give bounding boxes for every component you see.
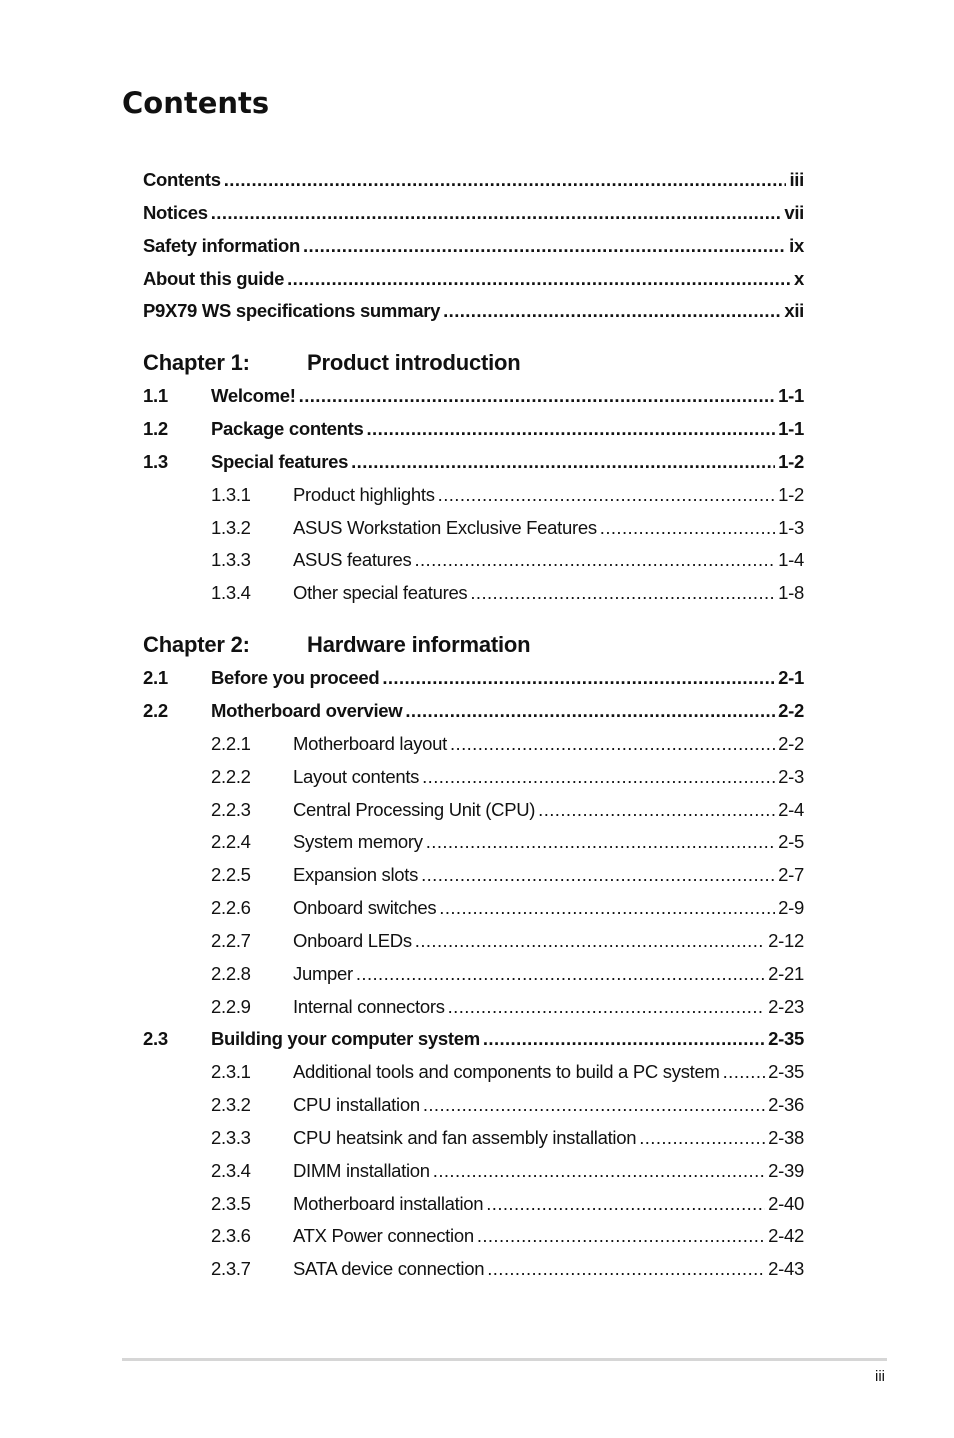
toc-entry[interactable]	[143, 662, 804, 695]
toc-entry-page: 2-9	[778, 897, 804, 919]
toc-leader-dots	[483, 1023, 765, 1056]
toc-entry-label: Product highlights	[293, 483, 435, 505]
toc-entry-number: 2.3.4	[211, 1159, 251, 1181]
toc-entry-label: ASUS Workstation Exclusive Features	[293, 516, 597, 538]
chapter-number: Chapter 1:	[143, 350, 250, 376]
toc-leader-dots	[426, 826, 775, 859]
toc-entry[interactable]	[143, 1220, 804, 1253]
toc-entry-number: 2.2.2	[211, 765, 251, 787]
toc-leader-dots	[405, 695, 775, 728]
toc-leader-dots	[448, 991, 766, 1024]
toc-entry-number: 1.3.1	[211, 483, 251, 505]
toc-entry-number: 1.2	[143, 418, 168, 440]
toc-leader-dots	[303, 230, 786, 263]
toc-entry-page: 2-40	[768, 1192, 804, 1214]
toc-entry-page: 2-39	[768, 1159, 804, 1181]
toc-entry-page: 1-2	[778, 483, 804, 505]
toc-entry-label: Onboard LEDs	[293, 929, 412, 951]
toc-entry-page: 2-43	[768, 1258, 804, 1280]
toc-entry-page: x	[794, 267, 804, 289]
toc-entry-number: 1.1	[143, 385, 168, 407]
toc-entry-number: 2.2.6	[211, 897, 251, 919]
toc-entry-page: 1-3	[778, 516, 804, 538]
toc-entry-label: Central Processing Unit (CPU)	[293, 798, 536, 820]
toc-entry-page: 2-1	[778, 667, 804, 689]
toc-entry-label: P9X79 WS specifications summary	[143, 300, 441, 322]
toc-entry[interactable]	[143, 446, 804, 479]
toc-entry-label: Motherboard overview	[211, 699, 403, 721]
toc-leader-dots	[351, 446, 775, 479]
table-of-contents	[143, 164, 804, 1286]
toc-entry[interactable]	[143, 892, 804, 925]
toc-leader-dots	[211, 197, 782, 230]
toc-entry[interactable]	[143, 1023, 804, 1056]
toc-entry[interactable]	[143, 230, 804, 263]
toc-entry-page: xii	[784, 300, 804, 322]
toc-entry[interactable]	[143, 1188, 804, 1221]
toc-entry-page: 1-1	[778, 418, 804, 440]
toc-entry-page: 2-4	[778, 798, 804, 820]
toc-entry-number: 2.2.3	[211, 798, 251, 820]
toc-entry-label: About this guide	[143, 267, 285, 289]
toc-entry-label: Layout contents	[293, 765, 420, 787]
toc-entry-number: 1.3.4	[211, 582, 251, 604]
toc-entry-page: 2-21	[768, 962, 804, 984]
toc-entry-label: Building your computer system	[211, 1028, 480, 1050]
toc-entry-page: 2-7	[778, 864, 804, 886]
toc-entry[interactable]	[143, 295, 804, 328]
toc-entry-label: Before you proceed	[211, 667, 380, 689]
toc-entry[interactable]	[143, 925, 804, 958]
toc-entry[interactable]	[143, 380, 804, 413]
toc-entry-page: 2-3	[778, 765, 804, 787]
toc-entry-label: Additional tools and components to build a PC system	[293, 1061, 720, 1083]
toc-entry-number: 2.3.7	[211, 1258, 251, 1280]
toc-leader-dots	[287, 263, 791, 296]
toc-leader-dots	[450, 728, 775, 761]
toc-entry-label: Expansion slots	[293, 864, 419, 886]
toc-entry-page: ix	[789, 234, 804, 256]
toc-entry-label: CPU installation	[293, 1094, 420, 1116]
chapter-heading	[143, 610, 804, 662]
toc-leader-dots	[421, 859, 775, 892]
chapter-title: Hardware information	[307, 632, 531, 658]
toc-leader-dots	[443, 295, 781, 328]
toc-leader-dots	[423, 1089, 765, 1122]
toc-entry-page: 2-35	[768, 1028, 804, 1050]
toc-entry[interactable]	[143, 761, 804, 794]
toc-entry[interactable]	[143, 1089, 804, 1122]
toc-entry-number: 2.2.9	[211, 995, 251, 1017]
chapter-number: Chapter 2:	[143, 632, 250, 658]
toc-entry[interactable]	[143, 1253, 804, 1286]
toc-leader-dots	[382, 662, 775, 695]
toc-entry-page: 2-38	[768, 1126, 804, 1148]
toc-entry-number: 2.3.5	[211, 1192, 251, 1214]
toc-leader-dots	[299, 380, 776, 413]
toc-entry-page: 2-36	[768, 1094, 804, 1116]
toc-entry[interactable]	[143, 197, 804, 230]
toc-entry-number: 2.3.1	[211, 1061, 251, 1083]
toc-entry-page: 1-2	[778, 450, 804, 472]
toc-entry-number: 2.2.5	[211, 864, 251, 886]
toc-leader-dots	[224, 164, 787, 197]
toc-leader-dots	[723, 1056, 766, 1089]
toc-entry-number: 2.2	[143, 699, 168, 721]
toc-entry[interactable]	[143, 728, 804, 761]
toc-leader-dots	[438, 479, 775, 512]
chapter-title: Product introduction	[307, 350, 521, 376]
toc-entry-number: 1.3	[143, 450, 168, 472]
toc-entry-page: vii	[784, 201, 804, 223]
toc-entry-label: ATX Power connection	[293, 1225, 474, 1247]
toc-entry[interactable]	[143, 164, 804, 197]
toc-entry-page: 2-5	[778, 831, 804, 853]
toc-leader-dots	[600, 512, 775, 545]
toc-entry-page: 2-2	[778, 699, 804, 721]
toc-entry[interactable]	[143, 577, 804, 610]
toc-entry-label: Onboard switches	[293, 897, 437, 919]
toc-entry-label: DIMM installation	[293, 1159, 430, 1181]
toc-entry[interactable]	[143, 826, 804, 859]
toc-entry-number: 1.3.2	[211, 516, 251, 538]
toc-entry-label: Notices	[143, 201, 208, 223]
toc-entry[interactable]	[143, 479, 804, 512]
toc-leader-dots	[639, 1122, 765, 1155]
toc-entry-page: 2-42	[768, 1225, 804, 1247]
toc-entry-number: 2.3.6	[211, 1225, 251, 1247]
toc-entry-label: Motherboard layout	[293, 732, 448, 754]
toc-entry-label: Other special features	[293, 582, 468, 604]
toc-entry-page: 2-2	[778, 732, 804, 754]
toc-entry-label: Jumper	[293, 962, 353, 984]
toc-leader-dots	[487, 1253, 765, 1286]
toc-entry-page: 2-12	[768, 929, 804, 951]
toc-entry[interactable]	[143, 695, 804, 728]
toc-entry-page: iii	[789, 169, 804, 190]
toc-entry-label: System memory	[293, 831, 423, 853]
toc-entry[interactable]	[143, 544, 804, 577]
toc-leader-dots	[470, 577, 775, 610]
toc-entry-label: Contents	[143, 169, 221, 190]
toc-entry-number: 2.2.1	[211, 732, 251, 754]
toc-entry-label: Welcome!	[211, 385, 296, 407]
toc-entry[interactable]	[143, 263, 804, 296]
toc-leader-dots	[538, 794, 775, 827]
toc-entry-number: 2.2.8	[211, 962, 251, 984]
toc-entry-number: 2.3.3	[211, 1126, 251, 1148]
toc-entry-page: 1-8	[778, 582, 804, 604]
toc-leader-dots	[356, 958, 765, 991]
toc-leader-dots	[486, 1188, 765, 1221]
toc-entry-number: 2.1	[143, 667, 168, 689]
toc-entry-label: Internal connectors	[293, 995, 445, 1017]
toc-entry-number: 2.3.2	[211, 1094, 251, 1116]
toc-leader-dots	[422, 761, 775, 794]
toc-entry-number: 1.3.3	[211, 549, 251, 571]
toc-leader-dots	[367, 413, 776, 446]
toc-entry-page: 1-1	[778, 385, 804, 407]
toc-entry-number: 2.2.4	[211, 831, 251, 853]
toc-leader-dots	[433, 1155, 765, 1188]
toc-entry[interactable]	[143, 413, 804, 446]
toc-entry[interactable]	[143, 512, 804, 545]
toc-leader-dots	[414, 544, 775, 577]
toc-entry-label: Package contents	[211, 418, 364, 440]
toc-entry[interactable]	[143, 794, 804, 827]
toc-entry-page: 2-35	[768, 1061, 804, 1083]
toc-leader-dots	[477, 1220, 765, 1253]
toc-entry[interactable]	[143, 859, 804, 892]
toc-entry-label: Motherboard installation	[293, 1192, 484, 1214]
toc-entry[interactable]	[143, 1155, 804, 1188]
toc-entry-label: ASUS features	[293, 549, 412, 571]
toc-leader-dots	[439, 892, 775, 925]
toc-entry[interactable]	[143, 1122, 804, 1155]
toc-entry-page: 1-4	[778, 549, 804, 571]
toc-entry-label: Safety information	[143, 234, 301, 256]
toc-entry-label: SATA device connection	[293, 1258, 485, 1280]
toc-entry-label: Special features	[211, 450, 349, 472]
chapter-heading	[143, 328, 804, 380]
toc-entry[interactable]	[143, 991, 804, 1024]
toc-entry-number: 2.3	[143, 1028, 168, 1050]
footer-page-number: iii	[875, 1368, 885, 1385]
footer-rule	[122, 1358, 887, 1361]
toc-leader-dots	[415, 925, 765, 958]
page-title: Contents	[122, 86, 270, 120]
toc-entry-page: 2-23	[768, 995, 804, 1017]
toc-entry-number: 2.2.7	[211, 929, 251, 951]
toc-entry-label: CPU heatsink and fan assembly installation	[293, 1126, 637, 1148]
toc-entry[interactable]	[143, 958, 804, 991]
toc-entry[interactable]	[143, 1056, 804, 1089]
